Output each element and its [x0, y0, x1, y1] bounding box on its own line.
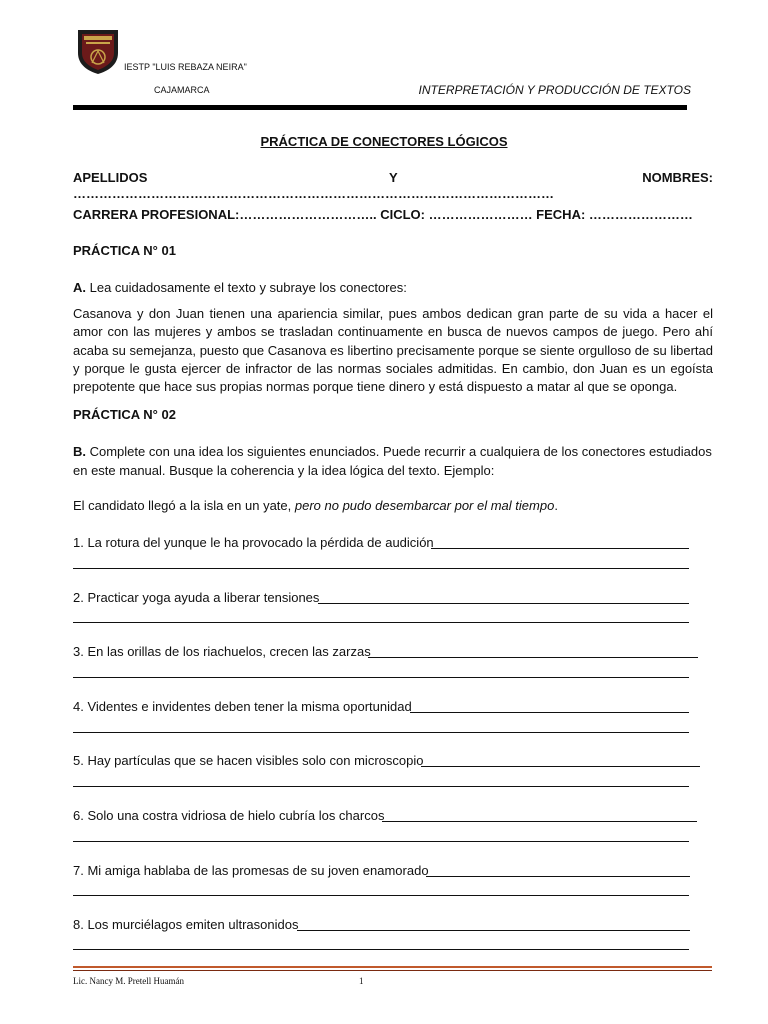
exercise-item-4: 4. Videntes e invidentes deben tener la misma oportunidad — [73, 699, 412, 714]
answer-line-6a[interactable] — [382, 821, 697, 822]
instruction-a-label: A. — [73, 280, 86, 295]
institution-crest-icon — [76, 27, 120, 75]
answer-line-4b[interactable] — [73, 732, 689, 733]
footer-divider-thin — [73, 970, 712, 971]
exercise-item-5: 5. Hay partículas que se hacen visibles solo con microscopio — [73, 753, 424, 768]
footer-author: Lic. Nancy M. Pretell Huamán — [73, 976, 184, 986]
answer-line-7a[interactable] — [426, 876, 690, 877]
exercise-item-8: 8. Los murciélagos emiten ultrasonidos — [73, 917, 299, 932]
answer-line-8b[interactable] — [73, 949, 689, 950]
nombres-label: NOMBRES: — [642, 170, 713, 185]
apellidos-label: APELLIDOS — [73, 170, 148, 185]
institution-city: CAJAMARCA — [154, 85, 210, 95]
instruction-b — [73, 443, 713, 480]
exercise-item-2: 2. Practicar yoga ayuda a liberar tensiones — [73, 590, 320, 605]
document-title-text: PRÁCTICA DE CONECTORES LÓGICOS — [260, 134, 508, 149]
name-fill-line: ………………………………………………………………………………………………… — [73, 186, 554, 201]
answer-line-2b[interactable] — [73, 622, 689, 623]
answer-line-3a[interactable] — [368, 657, 698, 658]
answer-line-4a[interactable] — [410, 712, 689, 713]
answer-line-8a[interactable] — [297, 930, 690, 931]
instruction-b-label: B. — [73, 444, 86, 459]
carrera-ciclo-fecha-line: CARRERA PROFESIONAL:………………………….. CICLO: …………………… FECHA: …………………… — [73, 207, 693, 222]
answer-line-2a[interactable] — [318, 603, 689, 604]
answer-line-1a[interactable] — [431, 548, 689, 549]
exercise-item-3: 3. En las orillas de los riachuelos, crecen las zarzas — [73, 644, 371, 659]
answer-line-5a[interactable] — [421, 766, 700, 767]
exercise-item-6: 6. Solo una costra vidriosa de hielo cubría los charcos — [73, 808, 385, 823]
exercise-item-7: 7. Mi amiga hablaba de las promesas de su joven enamorado — [73, 863, 429, 878]
exercise-item-1: 1. La rotura del yunque le ha provocado la pérdida de audición — [73, 535, 434, 550]
answer-line-5b[interactable] — [73, 786, 689, 787]
practica-02-heading: PRÁCTICA N° 02 — [73, 407, 176, 422]
example-end: . — [554, 498, 558, 513]
page-number: 1 — [359, 976, 364, 986]
instruction-a — [73, 280, 407, 295]
institution-name: IESTP "LUIS REBAZA NEIRA" — [124, 62, 247, 72]
answer-line-1b[interactable] — [73, 568, 689, 569]
example-start: El candidato llegó a la isla en un yate, — [73, 498, 295, 513]
answer-line-7b[interactable] — [73, 895, 689, 896]
practica-01-heading: PRÁCTICA N° 01 — [73, 243, 176, 258]
instruction-a-text: Lea cuidadosamente el texto y subraye los conectores: — [86, 280, 407, 295]
example-italic: pero no pudo desembarcar por el mal tiempo — [294, 498, 555, 513]
instruction-b-text: Complete con una idea los siguientes enunciados. Puede recurrir a cualquiera de los conectores estudiados en este manual. Busque la coherencia y la idea lógica del texto. Ejemplo: — [73, 444, 712, 478]
answer-line-3b[interactable] — [73, 677, 689, 678]
document-title — [0, 133, 768, 151]
footer-divider — [73, 966, 712, 968]
header-divider — [73, 105, 687, 110]
answer-line-6b[interactable] — [73, 841, 689, 842]
example-sentence — [73, 498, 558, 513]
course-title: INTERPRETACIÓN Y PRODUCCIÓN DE TEXTOS — [418, 83, 691, 97]
y-label: Y — [389, 170, 398, 185]
reading-paragraph: Casanova y don Juan tienen una apariencia similar, pues ambos dedican gran parte de su vida a hacer el amor con las mujeres y ambos se trasladan continuamente en busca de nuevos campos de juego. Pero ahí acaba su semejanza, puesto que Casanova es libertino precisamente porque se siente orgulloso de su libertad y porque le gusta ejercer de infractor de las normas sociales admitidas. En cambio, don Juan es un egoísta prepotente que hace sus propias normas porque tiene dinero y está dispuesto a matar al que se oponga. — [73, 306, 713, 395]
